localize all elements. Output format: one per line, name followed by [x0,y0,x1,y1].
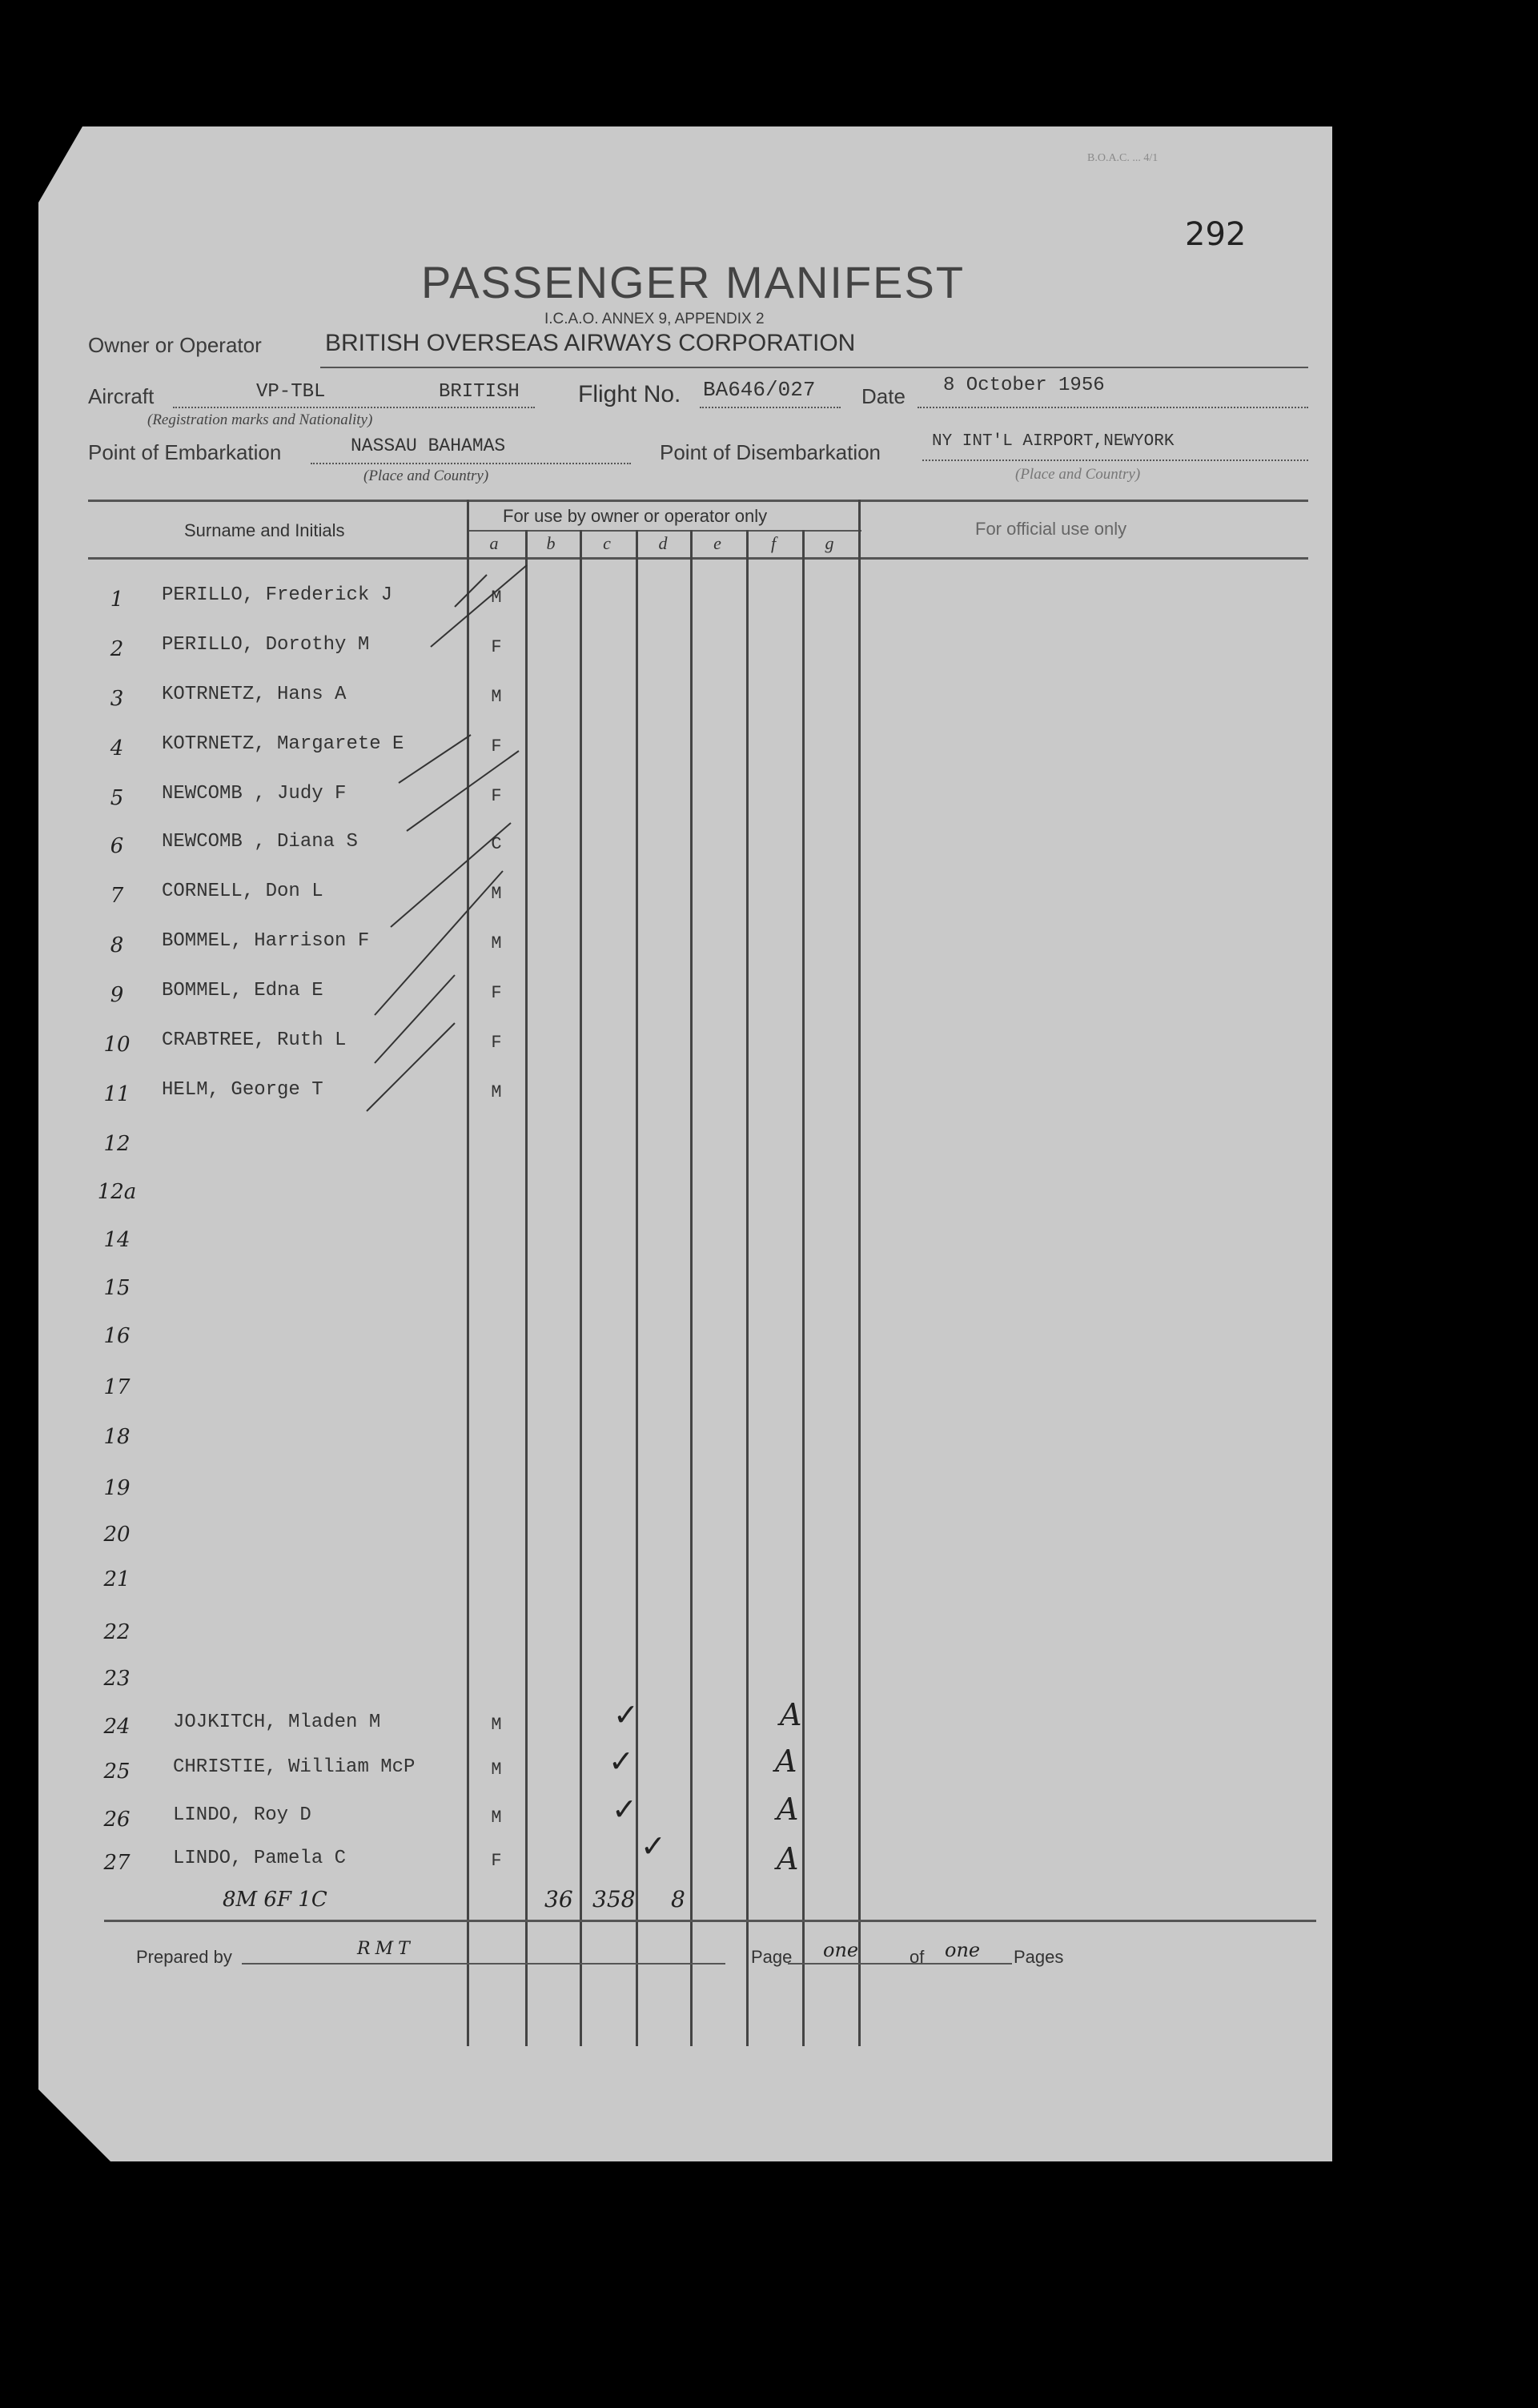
col-header-owner: For use by owner or operator only [503,506,768,526]
manifest-sheet [38,126,1332,2161]
date-value: 8 October 1956 [943,375,1105,396]
row-number: 5 [110,786,124,810]
disembarkation-note: (Place and Country) [1015,466,1141,483]
page-number: 292 [1185,216,1247,253]
passenger-name: JOJKITCH, Mladen M [173,1712,381,1733]
embarkation-value: NASSAU BAHAMAS [351,435,506,456]
passenger-name: PERILLO, Dorothy M [162,634,370,656]
passenger-sex: M [491,1715,502,1735]
row-number: 25 [103,1760,131,1784]
check-strokes [38,126,1332,2161]
passenger-name: KOTRNETZ, Hans A [162,684,347,705]
passenger-name: LINDO, Roy D [173,1804,311,1826]
flight-label: Flight No. [578,381,681,407]
passenger-sex: M [491,687,502,707]
code-mark-f: A [780,1697,802,1732]
passenger-sex: F [491,1851,502,1871]
row-number: 8 [110,933,124,957]
row-number: 22 [103,1620,131,1644]
document-subtitle: I.C.A.O. ANNEX 9, APPENDIX 2 [544,311,765,327]
row-number: 18 [103,1425,131,1449]
row-number: 23 [103,1667,131,1691]
check-mark-c: ✓ [613,1697,639,1732]
date-label: Date [861,384,906,408]
row-number: 4 [110,736,124,761]
passenger-name: CORNELL, Don L [162,881,323,902]
row-number: 15 [103,1276,131,1300]
row-number: 7 [110,884,124,908]
folded-corner-bottom [38,2089,114,2165]
row-number: 16 [103,1324,131,1348]
passenger-sex: F [491,1033,502,1053]
aircraft-nationality: BRITISH [439,381,520,403]
passenger-name: HELM, George T [162,1079,323,1101]
document-title: PASSENGER MANIFEST [421,257,966,307]
check-mark-d: ✓ [640,1828,666,1864]
passenger-name: BOMMEL, Harrison F [162,930,370,952]
passenger-name: NEWCOMB , Diana S [162,831,358,853]
code-mark-f: A [777,1792,799,1827]
of-label: of [910,1947,925,1967]
totals-rule [104,1920,1316,1922]
subcol-c: c [603,533,611,553]
of-value: one [945,1939,981,1961]
code-mark-f: A [777,1841,799,1876]
total-d: 8 [671,1886,685,1912]
subcol-b: b [546,533,556,553]
disembarkation-value: NY INT'L AIRPORT,NEWYORK [932,432,1175,451]
passenger-name: NEWCOMB , Judy F [162,783,347,805]
passenger-name: LINDO, Pamela C [173,1848,347,1869]
passenger-sex: M [491,1760,502,1780]
owner-label: Owner or Operator [88,333,262,357]
passenger-sex: M [491,1808,502,1828]
passenger-sex: M [491,933,502,953]
row-number: 3 [110,687,124,711]
row-number: 19 [103,1476,131,1500]
passenger-sex: C [491,834,502,854]
embarkation-label: Point of Embarkation [88,440,282,464]
row-number: 14 [103,1228,131,1252]
torn-corner-top [38,126,82,203]
aircraft-value: VP-TBL [256,381,326,403]
row-number: 11 [103,1082,131,1106]
subcol-g: g [825,533,834,553]
page-underline [788,1963,1012,1965]
col-header-name: Surname and Initials [184,520,345,540]
totals-summary: 8M 6F 1C [223,1888,327,1912]
embarkation-note: (Place and Country) [363,468,489,484]
subcol-f: f [770,533,777,553]
row-number: 1 [110,588,124,612]
row-number: 24 [103,1715,131,1739]
col-header-official: For official use only [975,519,1127,539]
row-number: 17 [103,1375,131,1399]
check-mark-c: ✓ [612,1792,637,1827]
row-number: 12 [103,1132,131,1156]
row-number: 20 [103,1523,131,1547]
row-number: 21 [103,1567,131,1591]
pages-label: Pages [1014,1947,1064,1967]
row-number: 9 [110,983,124,1007]
passenger-name: KOTRNETZ, Margarete E [162,733,404,755]
row-number: 2 [110,637,124,661]
owner-value: BRITISH OVERSEAS AIRWAYS CORPORATION [325,330,856,356]
passenger-sex: F [491,786,502,806]
code-mark-f: A [775,1744,797,1779]
check-mark-c: ✓ [608,1744,634,1779]
prepared-by-label: Prepared by [136,1947,232,1967]
total-c: 358 [592,1886,636,1912]
total-b: 36 [544,1886,573,1912]
row-number: 10 [103,1033,131,1057]
passenger-sex: F [491,637,502,657]
prepared-by-value: RMT [357,1939,415,1959]
row-number: 6 [110,834,124,858]
aircraft-note: (Registration marks and Nationality) [147,411,373,428]
passenger-sex: F [491,736,502,757]
flight-value: BA646/027 [703,378,816,402]
row-number: 27 [103,1851,131,1875]
row-number: 12a [97,1180,137,1204]
disembarkation-label: Point of Disembarkation [660,440,881,464]
passenger-name: CRABTREE, Ruth L [162,1029,347,1051]
passenger-name: BOMMEL, Edna E [162,980,323,1001]
subcol-e: e [713,533,721,553]
passenger-name: CHRISTIE, William McP [173,1756,416,1778]
corner-stamp: B.O.A.C. ... 4/1 [1087,152,1159,164]
prepared-underline [242,1963,725,1965]
aircraft-label: Aircraft [88,384,155,408]
subcol-d: d [658,533,668,553]
row-number: 26 [103,1808,131,1832]
passenger-sex: M [491,588,502,608]
page-value: one [823,1939,859,1961]
passenger-sex: M [491,1082,502,1102]
passenger-name: PERILLO, Frederick J [162,584,393,606]
subcol-a: a [489,533,499,553]
passenger-sex: F [491,983,502,1003]
passenger-sex: M [491,884,502,904]
page-label: Page [751,1947,793,1967]
